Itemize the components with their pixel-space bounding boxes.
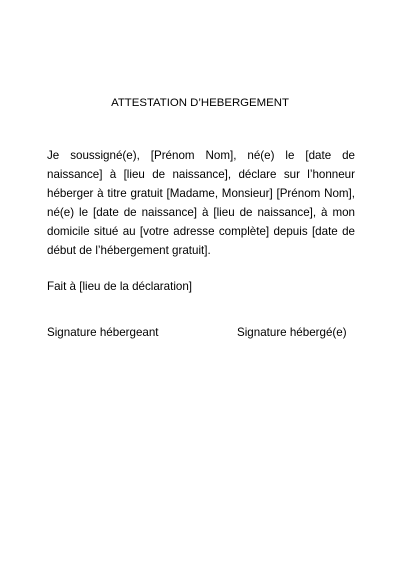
signature-guest-label: Signature hébergé(e): [237, 326, 347, 339]
place-of-declaration: Fait à [lieu de la déclaration]: [47, 280, 193, 293]
signature-host-label: Signature hébergeant: [47, 326, 159, 339]
declaration-paragraph: Je soussigné(e), [Prénom Nom], né(e) le [date de naissance] à [lieu de naissance], déclare sur l’honneur héberger à titre gratuit [Madame, Monsieur] [Prénom Nom], né(e) le [date de naissance] à [lieu de naissance], à mon domicile situé au [votre adresse complète] depuis [date de début de l’hébergement gratuit].: [47, 149, 355, 257]
document-title: ATTESTATION D’HEBERGEMENT: [111, 97, 289, 109]
